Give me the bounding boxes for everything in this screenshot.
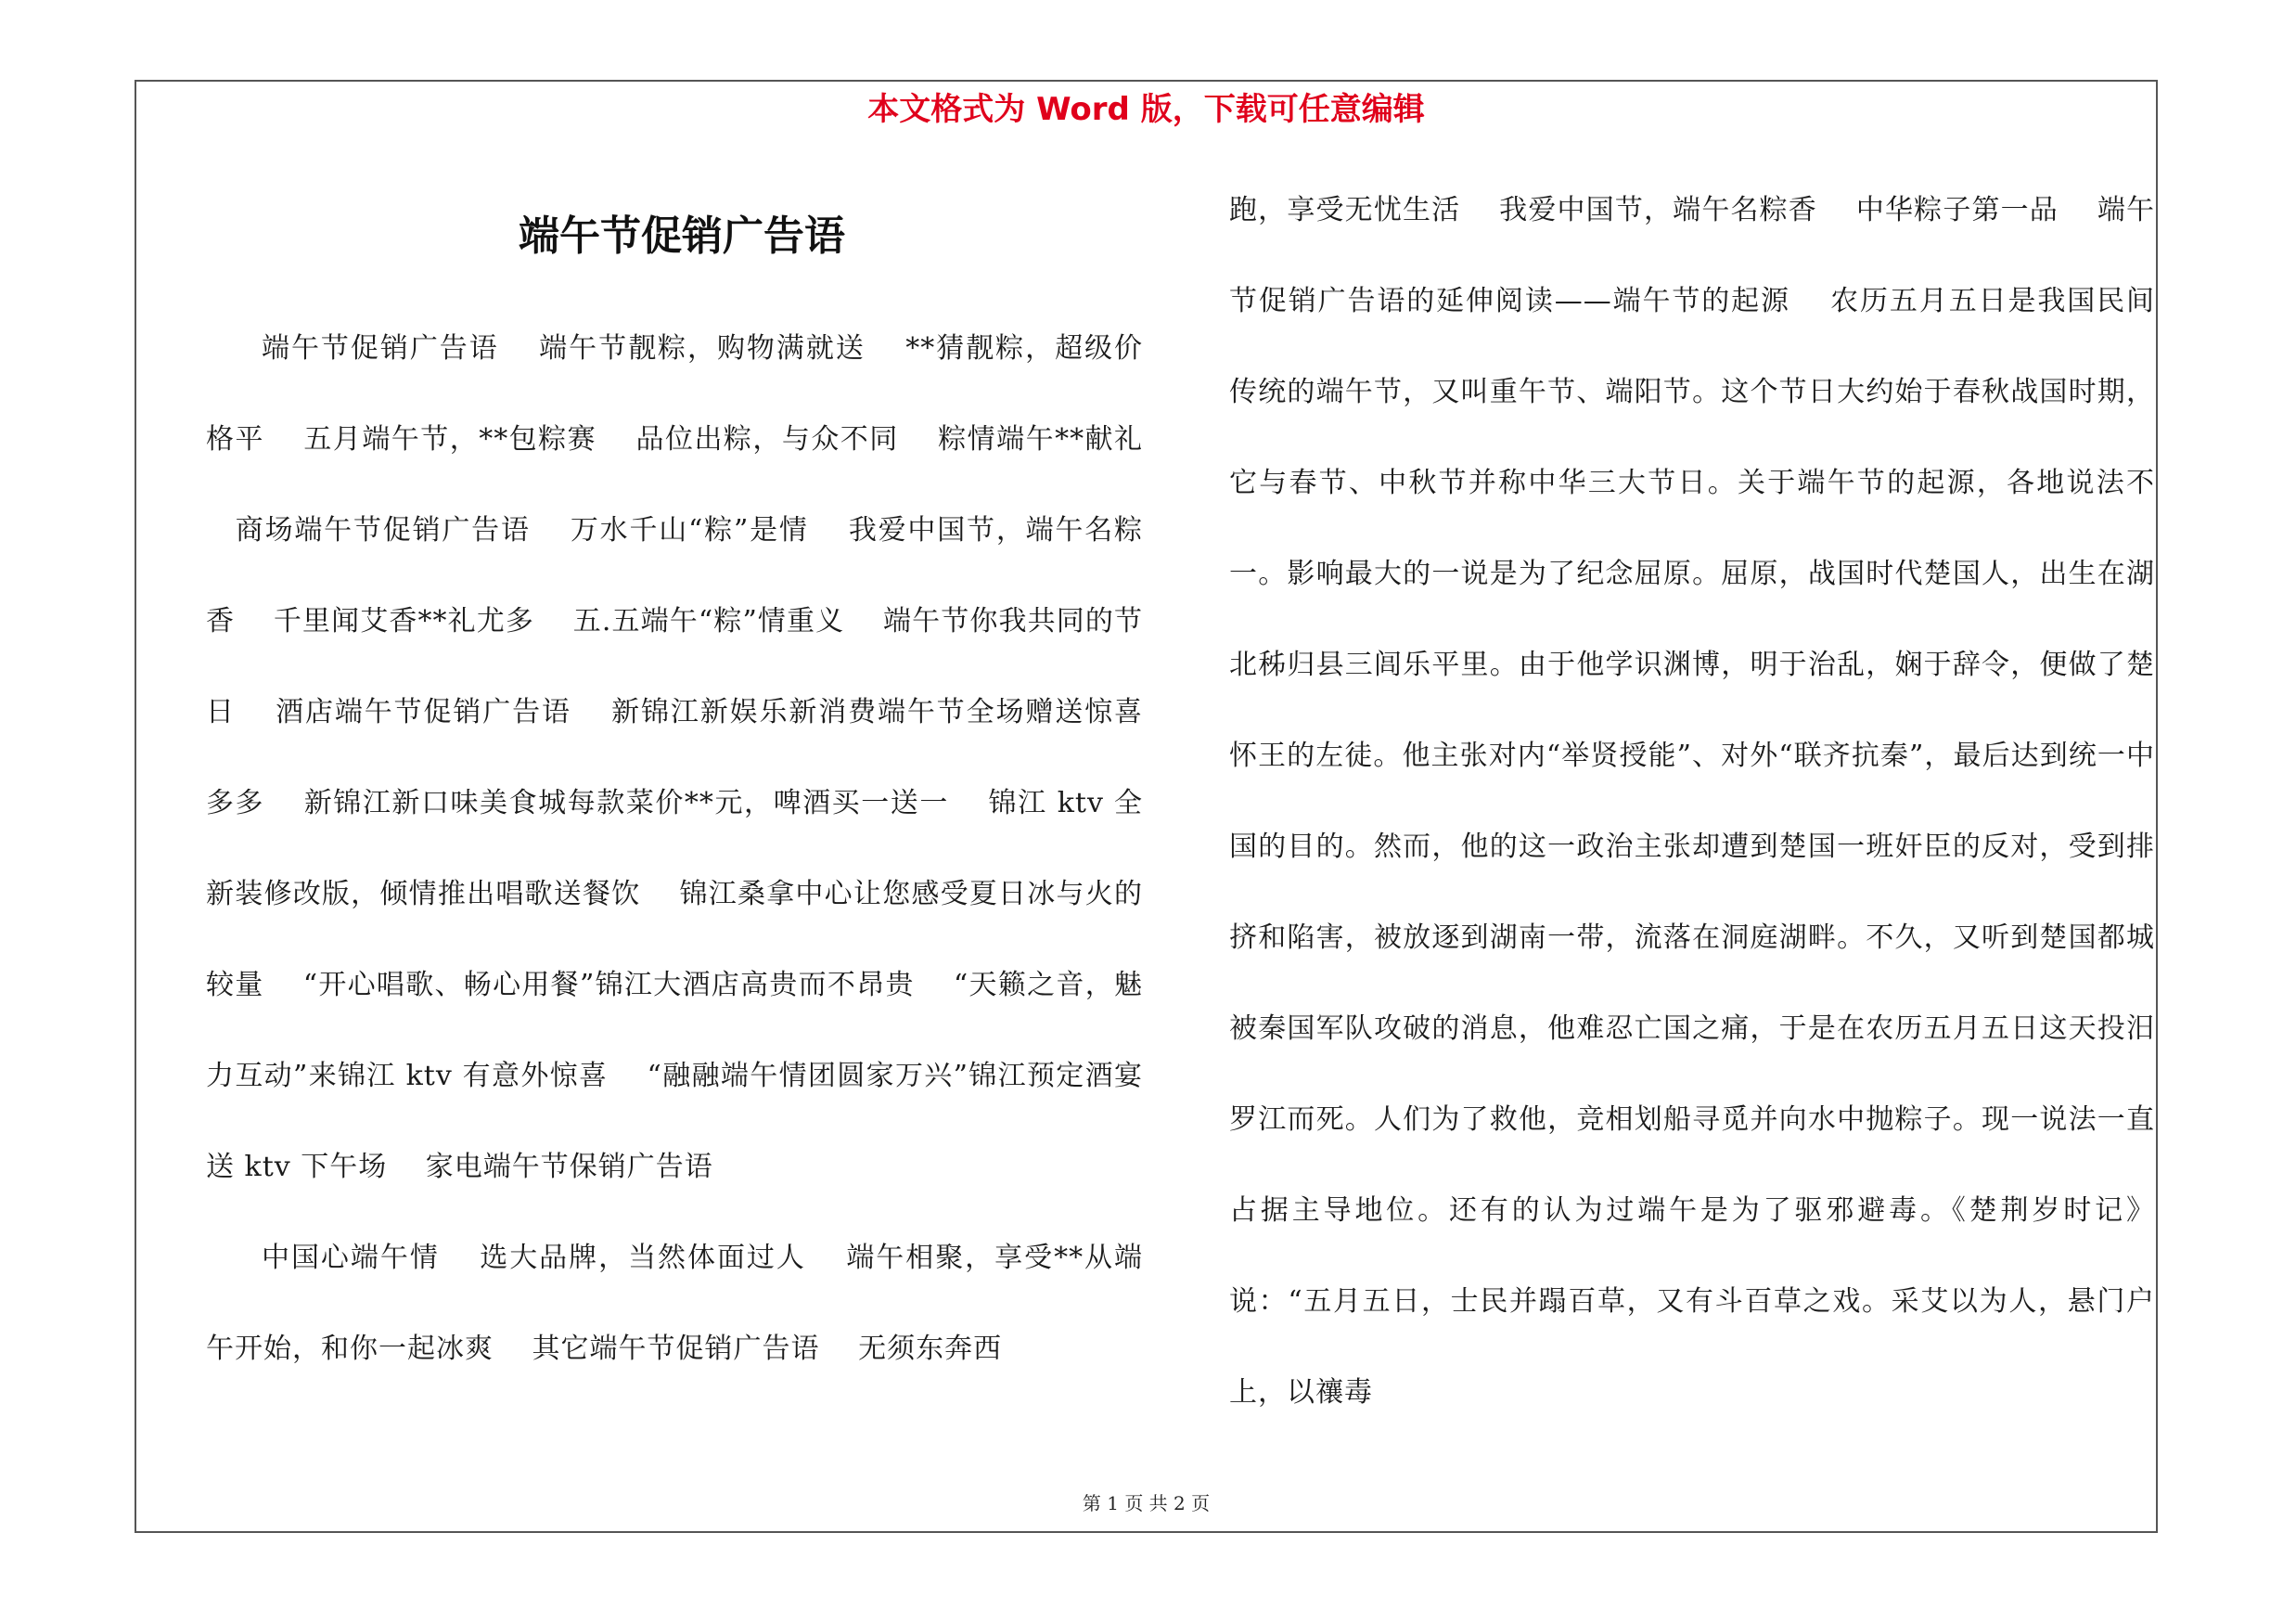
- right-paragraph-1: 跑，享受无忧生活 我爱中国节，端午名粽香 中华粽子第一品 端午节促销广告语的延伸阅读——端午节的起源 农历五月五日是我国民间传统的端午节，又叫重午节、端阳节。这个节日大约始于春秋战国时期，它与春节、中秋节并称中华三大节日。关于端午节的起源，各地说法不一。影响最大的一说是为了纪念屈原。屈原，战国时代楚国人，出生在湖北秭归县三闾乐平里。由于他学识渊博，明于治乱，娴于辞令，便做了楚怀王的左徒。他主张对内“举贤授能”、对外“联齐抗秦”，最后达到统一中国的目的。然而，他的这一政治主张却遭到楚国一班奸臣的反对，受到排挤和陷害，被放逐到湖南一带，流落在洞庭湖畔。不久，又听到楚国都城被秦国军队攻破的消息，他难忍亡国之痛，于是在农历五月五日这天投汨罗江而死。人们为了救他，竞相划船寻觅并向水中抛粽子。现一说法一直占据主导地位。还有的认为过端午是为了驱邪避毒。《楚荆岁时记》说：“五月五日，士民并蹋百草，又有斗百草之戏。采艾以为人，悬门户上，以禳毒: [1229, 194, 2155, 1409]
- document-title: 端午节促销广告语: [519, 213, 845, 260]
- page-footer: [135, 1487, 2158, 1520]
- left-column: [206, 303, 1143, 1395]
- page-indicator: 第 1 页 共 2 页: [1082, 1492, 1211, 1514]
- format-banner-text: 本文格式为 Word 版，下载可任意编辑: [867, 91, 1425, 128]
- left-paragraph-1: 端午节促销广告语 端午节靓粽，购物满就送 **猜靓粽，超级价格平 五月端午节，**包粽赛 品位出粽，与众不同 粽情端午**献礼 商场端午节促销广告语 万水千山“粽”是情 我爱中国节，端午名粽香 千里闻艾香**礼尤多 五.五端午“粽”情重义 端午节你我共同的节日 酒店端午节促销广告语 新锦江新娱乐新消费端午节全场赠送惊喜多多 新锦江新口味美食城每款菜价**元，啤酒买一送一 锦江 ktv 全新装修改版，倾情推出唱歌送餐饮 锦江桑拿中心让您感受夏日冰与火的较量 “开心唱歌、畅心用餐”锦江大酒店高贵而不昂贵 “天籁之音，魅力互动”来锦江 ktv 有意外惊喜 “融融端午情团圆家万兴”锦江预定酒宴送 ktv 下午场 家电端午节保销广告语: [206, 332, 1143, 1183]
- left-paragraph-2: 中国心端午情 选大品牌，当然体面过人 端午相聚，享受**从端午开始，和你一起冰爽 其它端午节促销广告语 无须东奔西: [206, 1242, 1143, 1365]
- format-banner: [135, 82, 2158, 137]
- right-column: [1229, 165, 2155, 1474]
